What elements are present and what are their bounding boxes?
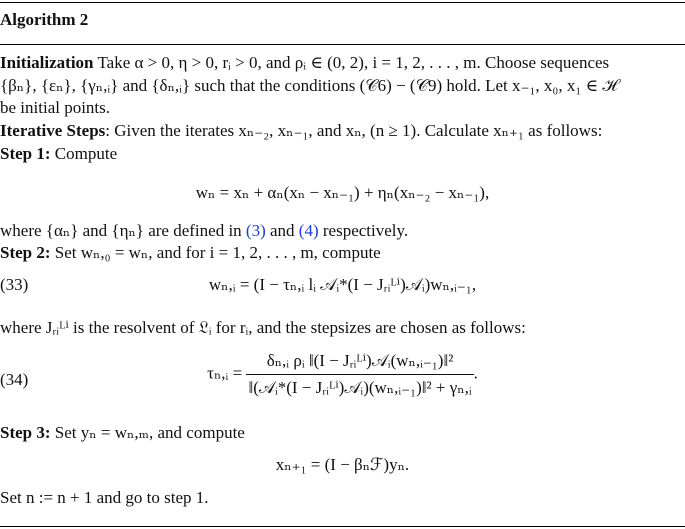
title-rule <box>0 44 685 45</box>
iterative-steps-text: : Given the iterates xₙ₋₂, xₙ₋₁, and xₙ, (n ≥ 1). Calculate xₙ₊₁ as follows: <box>105 121 603 140</box>
equation-34-number: (34) <box>0 370 29 389</box>
step1-line <box>0 144 117 164</box>
init-line-2: {βₙ}, {εₙ}, {γₙ,ᵢ} and {δₙ,ᵢ} such that the conditions (𝒞6) − (𝒞9) hold. Let x₋₁, x₀, x₁ ∈ ℋ <box>0 76 618 95</box>
init-label: Initialization <box>0 53 94 72</box>
step1-text: Compute <box>50 144 118 163</box>
init-line-3: be initial points. <box>0 98 111 117</box>
eq34-end: . <box>473 363 478 383</box>
final-line: Set n := n + 1 and go to step 1. <box>0 488 209 507</box>
step2-after: where Jᵣᵢᴸⁱ is the resolvent of 𝔏ᵢ for rᵢ, and the stepsizes are chosen as follows: <box>0 318 526 337</box>
algorithm-title: Algorithm 2 <box>0 10 89 29</box>
init-text-1: Take α > 0, η > 0, rᵢ > 0, and ρᵢ ∈ (0, 2), i = 1, 2, . . . , m. Choose sequences <box>93 53 610 72</box>
bottom-rule <box>0 526 685 527</box>
step1-after-c: respectively. <box>318 221 409 240</box>
step2-line <box>0 243 381 263</box>
step1-equation: wₙ = xₙ + αₙ(xₙ − xₙ₋₁) + ηₙ(xₙ₋₂ − xₙ₋₁), <box>195 183 490 202</box>
top-rule <box>0 2 685 3</box>
iterative-steps-line <box>0 121 602 141</box>
equation-33-number: (33) <box>0 275 29 294</box>
iterative-steps-label: Iterative Steps <box>0 121 106 140</box>
init-line-1 <box>0 53 609 73</box>
step1-after-b: and <box>265 221 299 240</box>
ref-3-link[interactable]: (3) <box>245 221 266 240</box>
step1-after-a: where {αₙ} and {ηₙ} are defined in <box>0 221 246 240</box>
step1-after <box>0 221 408 241</box>
step3-label: Step 3: <box>0 423 51 442</box>
equation-33: wₙ,ᵢ = (I − τₙ,ᵢ lᵢ 𝒜ᵢ*(I − Jᵣᵢᴸⁱ)𝒜ᵢ)wₙ,ᵢ₋₁, <box>208 275 477 294</box>
step3-line <box>0 423 245 443</box>
step3-equation: xₙ₊₁ = (I − βₙℱ)yₙ. <box>275 455 410 474</box>
eq34-lhs: τₙ,ᵢ = <box>207 363 243 383</box>
eq34-numerator: δₙ,ᵢ ρᵢ ‖(I − Jᵣᵢᴸⁱ)𝒜ᵢ(wₙ,ᵢ₋₁)‖² <box>246 350 473 375</box>
step3-text: Set yₙ = wₙ,ₘ, and compute <box>50 423 245 442</box>
ref-4-link[interactable]: (4) <box>298 221 319 240</box>
eq34-denominator: ‖(𝒜ᵢ*(I − Jᵣᵢᴸⁱ)𝒜ᵢ)(wₙ,ᵢ₋₁)‖² + γₙ,ᵢ <box>248 378 472 397</box>
step1-label: Step 1: <box>0 144 51 163</box>
step2-label: Step 2: <box>0 243 51 262</box>
step2-text: Set wₙ,₀ = wₙ, and for i = 1, 2, . . . , m, compute <box>50 243 381 262</box>
